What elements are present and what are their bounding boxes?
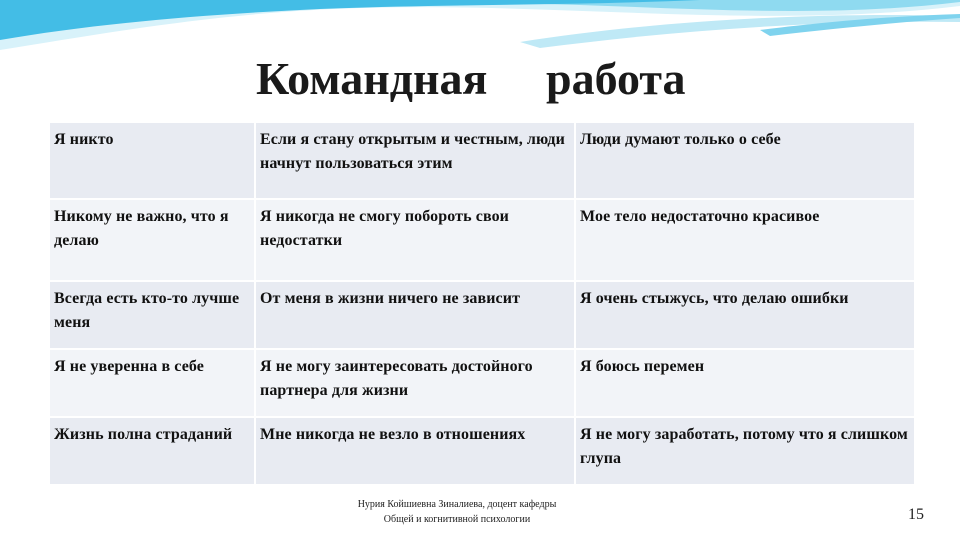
table-cell: Я никогда не смогу побороть свои недостатки — [256, 200, 574, 280]
table-row — [50, 418, 914, 484]
beliefs-table — [48, 121, 916, 486]
page-number: 15 — [908, 506, 924, 523]
table-cell: Мое тело недостаточно красивое — [576, 200, 914, 280]
table-cell: Никому не важно, что я делаю — [50, 200, 254, 280]
footer-author: Нурия Койшиевна Зиналиева, доцент кафедры — [357, 499, 557, 510]
table-cell: Всегда есть кто-то лучше меня — [50, 282, 254, 348]
table-row — [50, 282, 914, 348]
slide-footer — [322, 497, 592, 527]
title-word-1: Командная — [256, 53, 488, 104]
table-cell: Я не уверенна в себе — [50, 350, 254, 416]
table-cell: Мне никогда не везло в отношениях — [256, 418, 574, 484]
table-row — [50, 200, 914, 280]
title-word-2: работа — [546, 53, 686, 104]
table-row — [50, 123, 914, 198]
table-cell: Я не могу заработать, потому что я слишком глупа — [576, 418, 914, 484]
table-cell: Я никто — [50, 123, 254, 198]
table-cell: Я очень стыжусь, что делаю ошибки — [576, 282, 914, 348]
table-cell: Я не могу заинтересовать достойного партнера для жизни — [256, 350, 574, 416]
footer-department: Общей и когнитивной психологии — [383, 514, 531, 525]
table-cell: Если я стану открытым и честным, люди начнут пользоваться этим — [256, 123, 574, 198]
table-row — [50, 350, 914, 416]
table-cell: Люди думают только о себе — [576, 123, 914, 198]
table-cell: Я боюсь перемен — [576, 350, 914, 416]
slide-title — [0, 52, 960, 108]
table-cell: От меня в жизни ничего не зависит — [256, 282, 574, 348]
table-cell: Жизнь полна страданий — [50, 418, 254, 484]
